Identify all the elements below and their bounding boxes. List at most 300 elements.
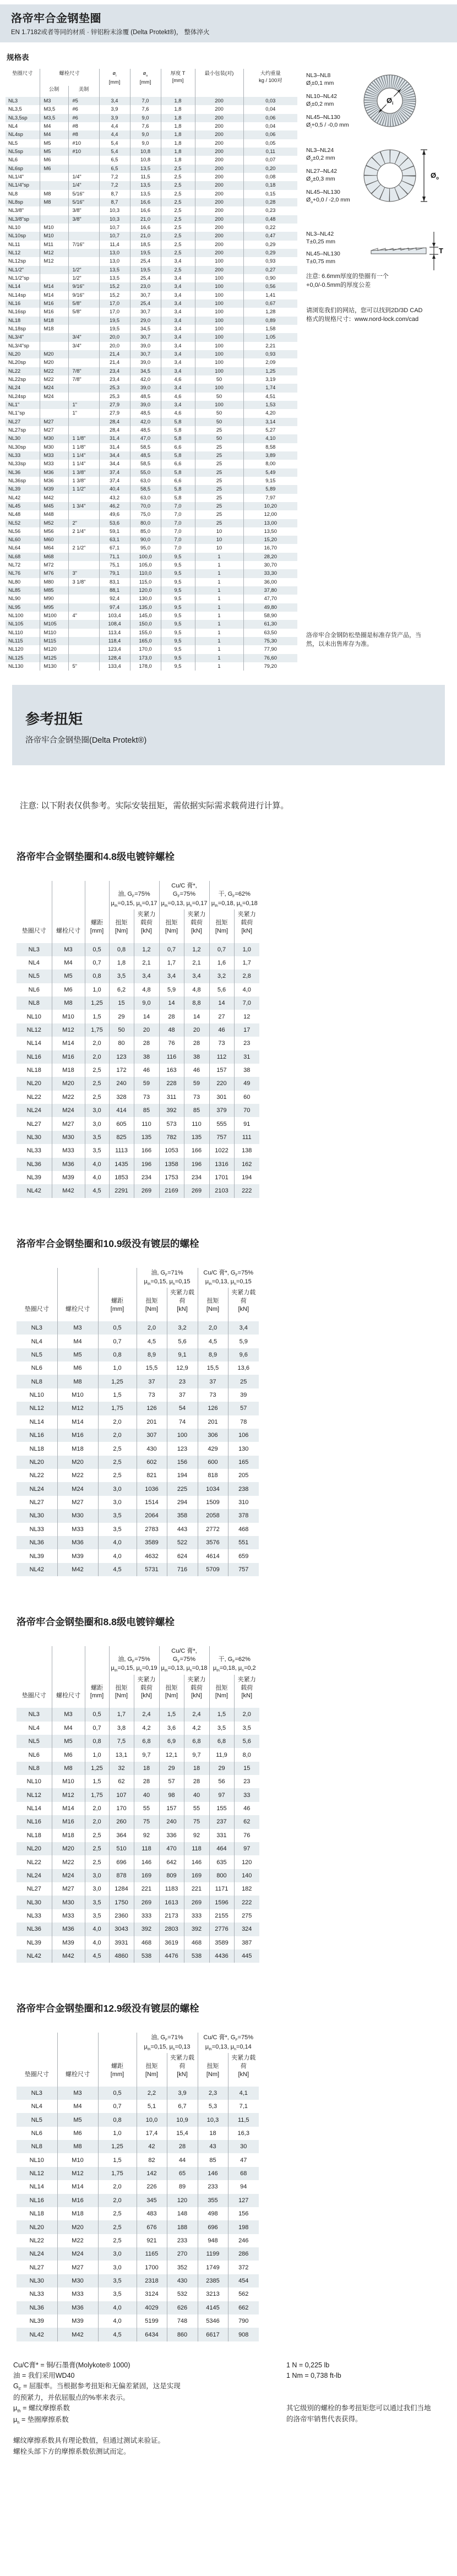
table-row [17, 2328, 259, 2341]
table-cell: 12,1 [159, 1748, 184, 1761]
table-cell: 3,0 [98, 1482, 137, 1495]
table-cell: NL39 [8, 486, 21, 492]
table-cell: 14 [209, 996, 234, 1010]
table-cell: NL42 [26, 1953, 41, 1960]
table-cell: 13,6 [228, 1361, 259, 1375]
table-cell: M36 [40, 477, 68, 485]
table-cell: 1749 [198, 2261, 228, 2274]
table-cell: 145,0 [130, 612, 161, 620]
table-cell [40, 409, 68, 417]
table-cell: 1,2 [134, 943, 159, 956]
table-cell: 2,0 [85, 1815, 109, 1828]
table-row [6, 367, 297, 375]
table-cell: 3/8" [68, 206, 99, 215]
table-row [17, 2301, 259, 2314]
table-cell: 635 [209, 1855, 234, 1869]
table-cell: NL16sp [8, 309, 26, 315]
table-cell: 1,58 [243, 325, 297, 333]
table-cell: 47,70 [243, 595, 297, 603]
table-cell: 6,8 [134, 1735, 159, 1748]
inner-diameter-tolerances [306, 71, 359, 130]
footnote-item: Cu/C膏* = 铜/石墨膏(Molykote® 1000) [13, 2361, 130, 2369]
table-cell: 9/16" [68, 291, 99, 299]
table-cell: 4,10 [243, 434, 297, 443]
table-cell: 294 [167, 1496, 198, 1509]
table-cell: 9,1 [167, 1348, 198, 1361]
table-cell: 2,0 [98, 2180, 137, 2193]
table-cell: 1,75 [85, 1788, 109, 1801]
table-cell: 4,2 [184, 1722, 209, 1735]
table-cell: 3,0 [98, 2247, 137, 2261]
table-cell: 2318 [137, 2274, 167, 2288]
table-cell: M4 [57, 2100, 98, 2113]
table-cell: 10,3 [99, 215, 130, 224]
table-cell: 1036 [137, 1482, 167, 1495]
table-cell: 3,0 [85, 1104, 109, 1117]
table-cell: 818 [198, 1469, 228, 1482]
table-row [6, 224, 297, 232]
table-row [6, 654, 297, 662]
table-cell: 163 [159, 1064, 184, 1077]
table-row [17, 1482, 259, 1495]
table-cell [68, 317, 99, 325]
table-cell: 37 [137, 1375, 167, 1388]
table-cell: 50 [195, 375, 243, 384]
torque-table-title: 洛帝牢合金钢垫圈和8.8级电镀锌螺栓 [17, 1616, 175, 1628]
table-cell: 19,5 [130, 266, 161, 274]
table-row [6, 342, 297, 350]
table-cell: M36 [52, 1923, 85, 1936]
table-cell: 2,1 [184, 956, 209, 970]
thickness-tolerance-note: 注意: 6.6mm厚度的垫圈有一个 +0,0/-0.5mm的厚度公差 [306, 273, 389, 288]
table-cell: 100 [195, 317, 243, 325]
table-row [17, 2247, 259, 2261]
table-cell: 1,5 [98, 2153, 137, 2166]
table-cell: 30 [228, 2140, 259, 2153]
table-cell: M68 [40, 553, 68, 561]
table-cell: 10,3 [198, 2113, 228, 2126]
table-row [17, 1802, 259, 1815]
table-cell: 1,0 [85, 983, 109, 996]
table-row [6, 629, 297, 637]
table-cell: 1,25 [98, 1375, 137, 1388]
table-cell: 15,2 [99, 291, 130, 299]
table-cell: 748 [167, 2314, 198, 2328]
table-cell: 626 [167, 2301, 198, 2314]
column-header-clamp-load: 夹紧力载荷 [kN] [234, 910, 259, 943]
table-cell: M72 [40, 561, 68, 569]
table-cell: M27 [52, 1117, 85, 1130]
table-cell: NL4 [31, 1338, 42, 1345]
table-cell: NL4 [8, 123, 18, 129]
table-cell: 2,5 [161, 165, 195, 173]
table-row [17, 1104, 259, 1117]
table-cell: M6 [40, 156, 68, 164]
table-cell: M24 [57, 1482, 98, 1495]
table-cell: 11,4 [99, 241, 130, 249]
table-cell: 135 [134, 1131, 159, 1144]
table-cell: 135 [184, 1131, 209, 1144]
table-cell: 98 [159, 1788, 184, 1801]
table-cell [40, 206, 68, 215]
table-cell: 37 [167, 1388, 198, 1402]
table-cell: 948 [198, 2234, 228, 2247]
table-cell: 9,5 [161, 662, 195, 671]
table-cell: 59,1 [99, 527, 130, 536]
table-cell: NL6 [31, 2130, 42, 2137]
table-cell: 2,5 [161, 215, 195, 224]
column-header-clamp-load: 夹紧力载荷 [kN] [228, 1288, 259, 1321]
table-cell [68, 249, 99, 257]
table-cell: 166 [184, 1144, 209, 1157]
table-cell: 551 [228, 1536, 259, 1549]
table-cell: 4,5 [85, 1184, 109, 1197]
table-cell: 600 [198, 1456, 228, 1469]
table-cell: 1,8 [161, 97, 195, 105]
table-cell: 430 [167, 2274, 198, 2288]
table-cell: NL24sp [8, 393, 26, 399]
table-cell: 11,5 [228, 2113, 259, 2126]
table-cell: 2,5 [98, 1456, 137, 1469]
table-cell: 6,8 [184, 1735, 209, 1748]
table-row [6, 451, 297, 460]
table-row [6, 122, 297, 130]
table-cell: 225 [167, 1482, 198, 1495]
table-cell: 20 [134, 1023, 159, 1037]
friction-coefficient-note: 螺纹摩擦系数具有理论数值，但通过测试来验证。 螺栓头部下方的摩擦系数依测试而定。 [13, 2437, 165, 2455]
table-cell: 75,30 [243, 637, 297, 645]
table-cell: 157 [209, 1064, 234, 1077]
table-cell: 2,09 [243, 358, 297, 367]
table-cell: 95,0 [130, 544, 161, 552]
torque-table-title: 洛帝牢合金钢垫圈和4.8级电镀锌螺栓 [17, 851, 175, 863]
table-cell: 2" [68, 519, 99, 527]
table-cell: 25 [195, 426, 243, 434]
table-cell: 200 [195, 266, 243, 274]
table-cell: 4,0 [98, 2314, 137, 2328]
table-cell: 2,0 [234, 1708, 259, 1721]
table-cell: M60 [40, 536, 68, 544]
table-cell: 470 [159, 1842, 184, 1855]
table-cell: NL8 [31, 2143, 42, 2150]
table-cell: 878 [109, 1869, 134, 1882]
table-row [6, 97, 297, 105]
table-cell: 194 [167, 1469, 198, 1482]
table-cell: 9,5 [161, 645, 195, 653]
table-cell: NL10 [29, 2156, 44, 2164]
table-cell: 5199 [137, 2314, 167, 2328]
table-row [6, 249, 297, 257]
svg-text:Øo: $Ø_o$ [431, 171, 439, 181]
table-cell: 76 [159, 1037, 184, 1050]
table-cell: 1,74 [243, 384, 297, 392]
table-cell: 155 [209, 1802, 234, 1815]
table-cell: 5,9 [159, 983, 184, 996]
table-cell: NL42 [29, 2331, 44, 2338]
table-cell: 83,1 [99, 578, 130, 586]
table-cell [68, 494, 99, 502]
table-cell: 113,4 [99, 629, 130, 637]
table-cell [68, 553, 99, 561]
table-cell: 2,2 [137, 2087, 167, 2100]
table-cell: 25,4 [130, 274, 161, 282]
table-cell: M27 [40, 426, 68, 434]
table-cell: 0,7 [98, 2100, 137, 2113]
table-cell: 1,2 [184, 943, 209, 956]
table-cell: 39 [228, 1388, 259, 1402]
table-cell: M100 [40, 612, 68, 620]
table-cell: 1613 [159, 1896, 184, 1909]
table-row [17, 1375, 259, 1388]
table-cell: 28 [134, 1775, 159, 1788]
table-cell: 2,5 [161, 190, 195, 198]
table-cell: 30,7 [130, 350, 161, 358]
table-cell: 75 [134, 1815, 159, 1828]
table-cell: M16 [52, 1815, 85, 1828]
table-cell: 59 [184, 1077, 209, 1090]
table-cell: 201 [137, 1415, 167, 1429]
torque-table-10-9 [17, 1268, 259, 1576]
table-cell: M18 [40, 325, 68, 333]
column-header-clamp-load: 夹紧力载荷 [kN] [134, 910, 159, 943]
table-cell: NL42 [26, 1188, 41, 1195]
table-row [17, 1429, 259, 1442]
table-cell: 1183 [159, 1882, 184, 1896]
table-cell: 2,5 [161, 249, 195, 257]
table-cell: 103,4 [99, 612, 130, 620]
table-cell: 3,4 [161, 333, 195, 341]
tolerance-range: NL45–NL130 [306, 114, 340, 121]
table-cell: 37,4 [99, 469, 130, 477]
table-cell: 123 [167, 1442, 198, 1455]
table-cell: 6,6 [161, 443, 195, 451]
table-row [17, 1829, 259, 1842]
table-cell: M33 [40, 451, 68, 460]
table-cell: 90,0 [130, 536, 161, 544]
table-cell: 46 [209, 1023, 234, 1037]
table-cell: M6 [40, 165, 68, 173]
table-cell: 1,8 [161, 122, 195, 130]
table-cell: 142 [137, 2167, 167, 2180]
table-cell: 1,7 [159, 956, 184, 970]
tolerance-range: NL3–NL42 [306, 231, 334, 237]
table-cell: M3 [52, 1708, 85, 1721]
table-cell: 9,15 [243, 477, 297, 485]
table-cell: 1,41 [243, 291, 297, 299]
table-row [6, 553, 297, 561]
table-cell: 1 1/4" [68, 451, 99, 460]
table-cell: NL27 [8, 418, 21, 424]
table-cell [40, 173, 68, 181]
table-row [6, 190, 297, 198]
column-header-washer: 垫圈尺寸 [24, 1306, 49, 1313]
table-cell: 532 [167, 2288, 198, 2301]
footnote-item: $\mu_{th}$ = 螺纹摩擦系数 [13, 2404, 70, 2414]
torque-table-8-8 [17, 1646, 259, 1963]
table-cell: 468 [184, 1936, 209, 1949]
lubrication-group-header: 油, $G_F=75\%$ $\mu_{th}=0,15$, $\mu_h=0,19$ [109, 1646, 159, 1675]
table-cell: NL64 [8, 545, 21, 551]
table-cell: 0,8 [98, 1348, 137, 1361]
table-cell: 71,1 [99, 553, 130, 561]
table-cell: 538 [184, 1949, 209, 1963]
table-cell: 0,29 [243, 241, 297, 249]
table-cell: 4,6 [161, 393, 195, 401]
lubrication-group-header: 干, $G_F=62\%$ $\mu_{th}=0,18$, $\mu_h=0,18$ [209, 881, 259, 910]
table-cell: NL1/2"sp [8, 275, 29, 281]
table-row [17, 2314, 259, 2328]
table-cell: 118 [134, 1842, 159, 1855]
table-row [17, 2220, 259, 2234]
table-cell: 21,0 [130, 232, 161, 240]
table-cell: 48,5 [130, 451, 161, 460]
table-cell: 19,5 [99, 317, 130, 325]
table-cell: 9,5 [161, 569, 195, 578]
table-row [17, 1762, 259, 1775]
table-cell: 30,7 [130, 308, 161, 316]
torque-table-title: 洛帝牢合金钢垫圈和10.9级没有镀层的螺栓 [17, 1238, 199, 1249]
column-header-pitch: 螺距 [mm] [98, 1268, 137, 1321]
table-cell: 25 [195, 451, 243, 460]
table-row [17, 1536, 259, 1549]
table-cell: NL18 [26, 1067, 41, 1074]
table-cell: 100 [195, 342, 243, 350]
footnote-item: $\mu_h$ = 垫圈摩擦系数 [13, 2415, 69, 2425]
table-cell: 2,5 [85, 1077, 109, 1090]
table-cell: 3,5 [98, 1509, 137, 1522]
table-cell: NL36sp [8, 477, 26, 483]
table-cell: 25,3 [99, 384, 130, 392]
table-cell: 23 [234, 1775, 259, 1788]
table-cell: 562 [228, 2288, 259, 2301]
table-row [6, 299, 297, 308]
table-cell: 1,05 [243, 333, 297, 341]
table-row [17, 1037, 259, 1050]
table-cell: NL95 [8, 604, 21, 610]
table-cell: NL14 [29, 2183, 44, 2191]
table-cell: 68 [228, 2167, 259, 2180]
table-cell: M5 [52, 970, 85, 983]
column-header-us: 美制 [68, 86, 99, 97]
table-cell: M24 [40, 393, 68, 401]
table-cell: NL6 [31, 1365, 42, 1372]
table-cell: NL72 [8, 562, 21, 568]
table-row [17, 2167, 259, 2180]
table-cell: 14 [159, 996, 184, 1010]
table-cell: 3,9 [99, 114, 130, 122]
table-cell: 50 [195, 409, 243, 417]
table-cell: 47 [228, 2153, 259, 2166]
table-cell: 0,8 [85, 970, 109, 983]
table-cell: 790 [228, 2314, 259, 2328]
table-cell: 33,30 [243, 569, 297, 578]
table-cell: NL4sp [8, 132, 23, 138]
table-cell: 28 [184, 1775, 209, 1788]
table-cell: 269 [184, 1184, 209, 1197]
table-cell: 6,8 [209, 1735, 234, 1748]
table-cell: M22 [52, 1855, 85, 1869]
table-row [6, 494, 297, 502]
table-cell: 1,28 [243, 308, 297, 316]
table-cell: 58,90 [243, 612, 297, 620]
table-row [6, 443, 297, 451]
table-cell: M16 [57, 1429, 98, 1442]
table-row [17, 2153, 259, 2166]
table-cell: 483 [137, 2207, 167, 2220]
table-cell: NL60 [8, 537, 21, 543]
table-cell: 156 [167, 1456, 198, 1469]
table-cell: 100 [195, 291, 243, 299]
table-cell: 7,0 [161, 536, 195, 544]
table-cell: 200 [195, 139, 243, 148]
table-cell: 5346 [198, 2314, 228, 2328]
table-cell: 6434 [137, 2328, 167, 2341]
table-cell: 200 [195, 156, 243, 164]
table-cell: 5,8 [161, 426, 195, 434]
table-cell: 10,8 [130, 156, 161, 164]
table-cell: 110 [184, 1117, 209, 1130]
table-cell: NL36 [29, 1539, 44, 1546]
table-cell: NL33 [26, 1147, 41, 1154]
table-cell: 59 [134, 1077, 159, 1090]
table-row [17, 1923, 259, 1936]
table-cell: 92 [184, 1829, 209, 1842]
table-cell: 4,8 [134, 983, 159, 996]
table-cell: NL105 [8, 621, 24, 627]
table-row [6, 586, 297, 595]
table-cell: 23,4 [99, 367, 130, 375]
column-header-bolt-size: 螺栓尺寸 [40, 69, 99, 86]
column-header-clamp-load: 夹紧力载荷 [kN] [167, 2053, 198, 2087]
table-cell: 0,08 [243, 173, 297, 181]
table-cell: NL14 [8, 284, 21, 290]
table-row [6, 375, 297, 384]
table-cell: 0,07 [243, 156, 297, 164]
table-cell: M22 [40, 375, 68, 384]
table-cell: 355 [198, 2194, 228, 2207]
table-cell: 48 [159, 1023, 184, 1037]
table-cell: NL8 [8, 190, 18, 197]
table-cell: 1/4" [68, 181, 99, 189]
table-cell: 31,4 [99, 443, 130, 451]
table-cell: 25 [195, 519, 243, 527]
svg-text:Øi: $Ø_i$ [387, 96, 394, 106]
table-cell: 54 [167, 1402, 198, 1415]
table-cell: 1199 [198, 2247, 228, 2261]
table-cell: 605 [109, 1117, 134, 1130]
table-cell: 3" [68, 569, 99, 578]
table-cell: 16,6 [130, 206, 161, 215]
stock-availability-note: 洛帝牢合金钢防松垫圈是标准存货产品，当 然，以未出售库存为准。 [306, 632, 422, 647]
svg-text:T: T [439, 247, 443, 255]
table-cell: 2385 [198, 2274, 228, 2288]
table-cell: 5,4 [99, 148, 130, 156]
table-cell: 9,5 [161, 578, 195, 586]
table-cell: NL3,5 [8, 106, 22, 112]
table-cell: 2,5 [85, 1829, 109, 1842]
table-cell: 233 [198, 2180, 228, 2193]
table-cell: 29 [109, 1010, 134, 1023]
table-cell [68, 165, 99, 173]
table-cell: 9,5 [161, 561, 195, 569]
table-cell: 5,89 [243, 485, 297, 493]
table-cell: 1171 [209, 1882, 234, 1896]
table-cell: 76,60 [243, 654, 297, 662]
table-cell: 42,0 [130, 418, 161, 426]
table-cell: 21,0 [130, 215, 161, 224]
table-cell: NL30 [29, 2278, 44, 2285]
table-cell: 3,5 [85, 1131, 109, 1144]
